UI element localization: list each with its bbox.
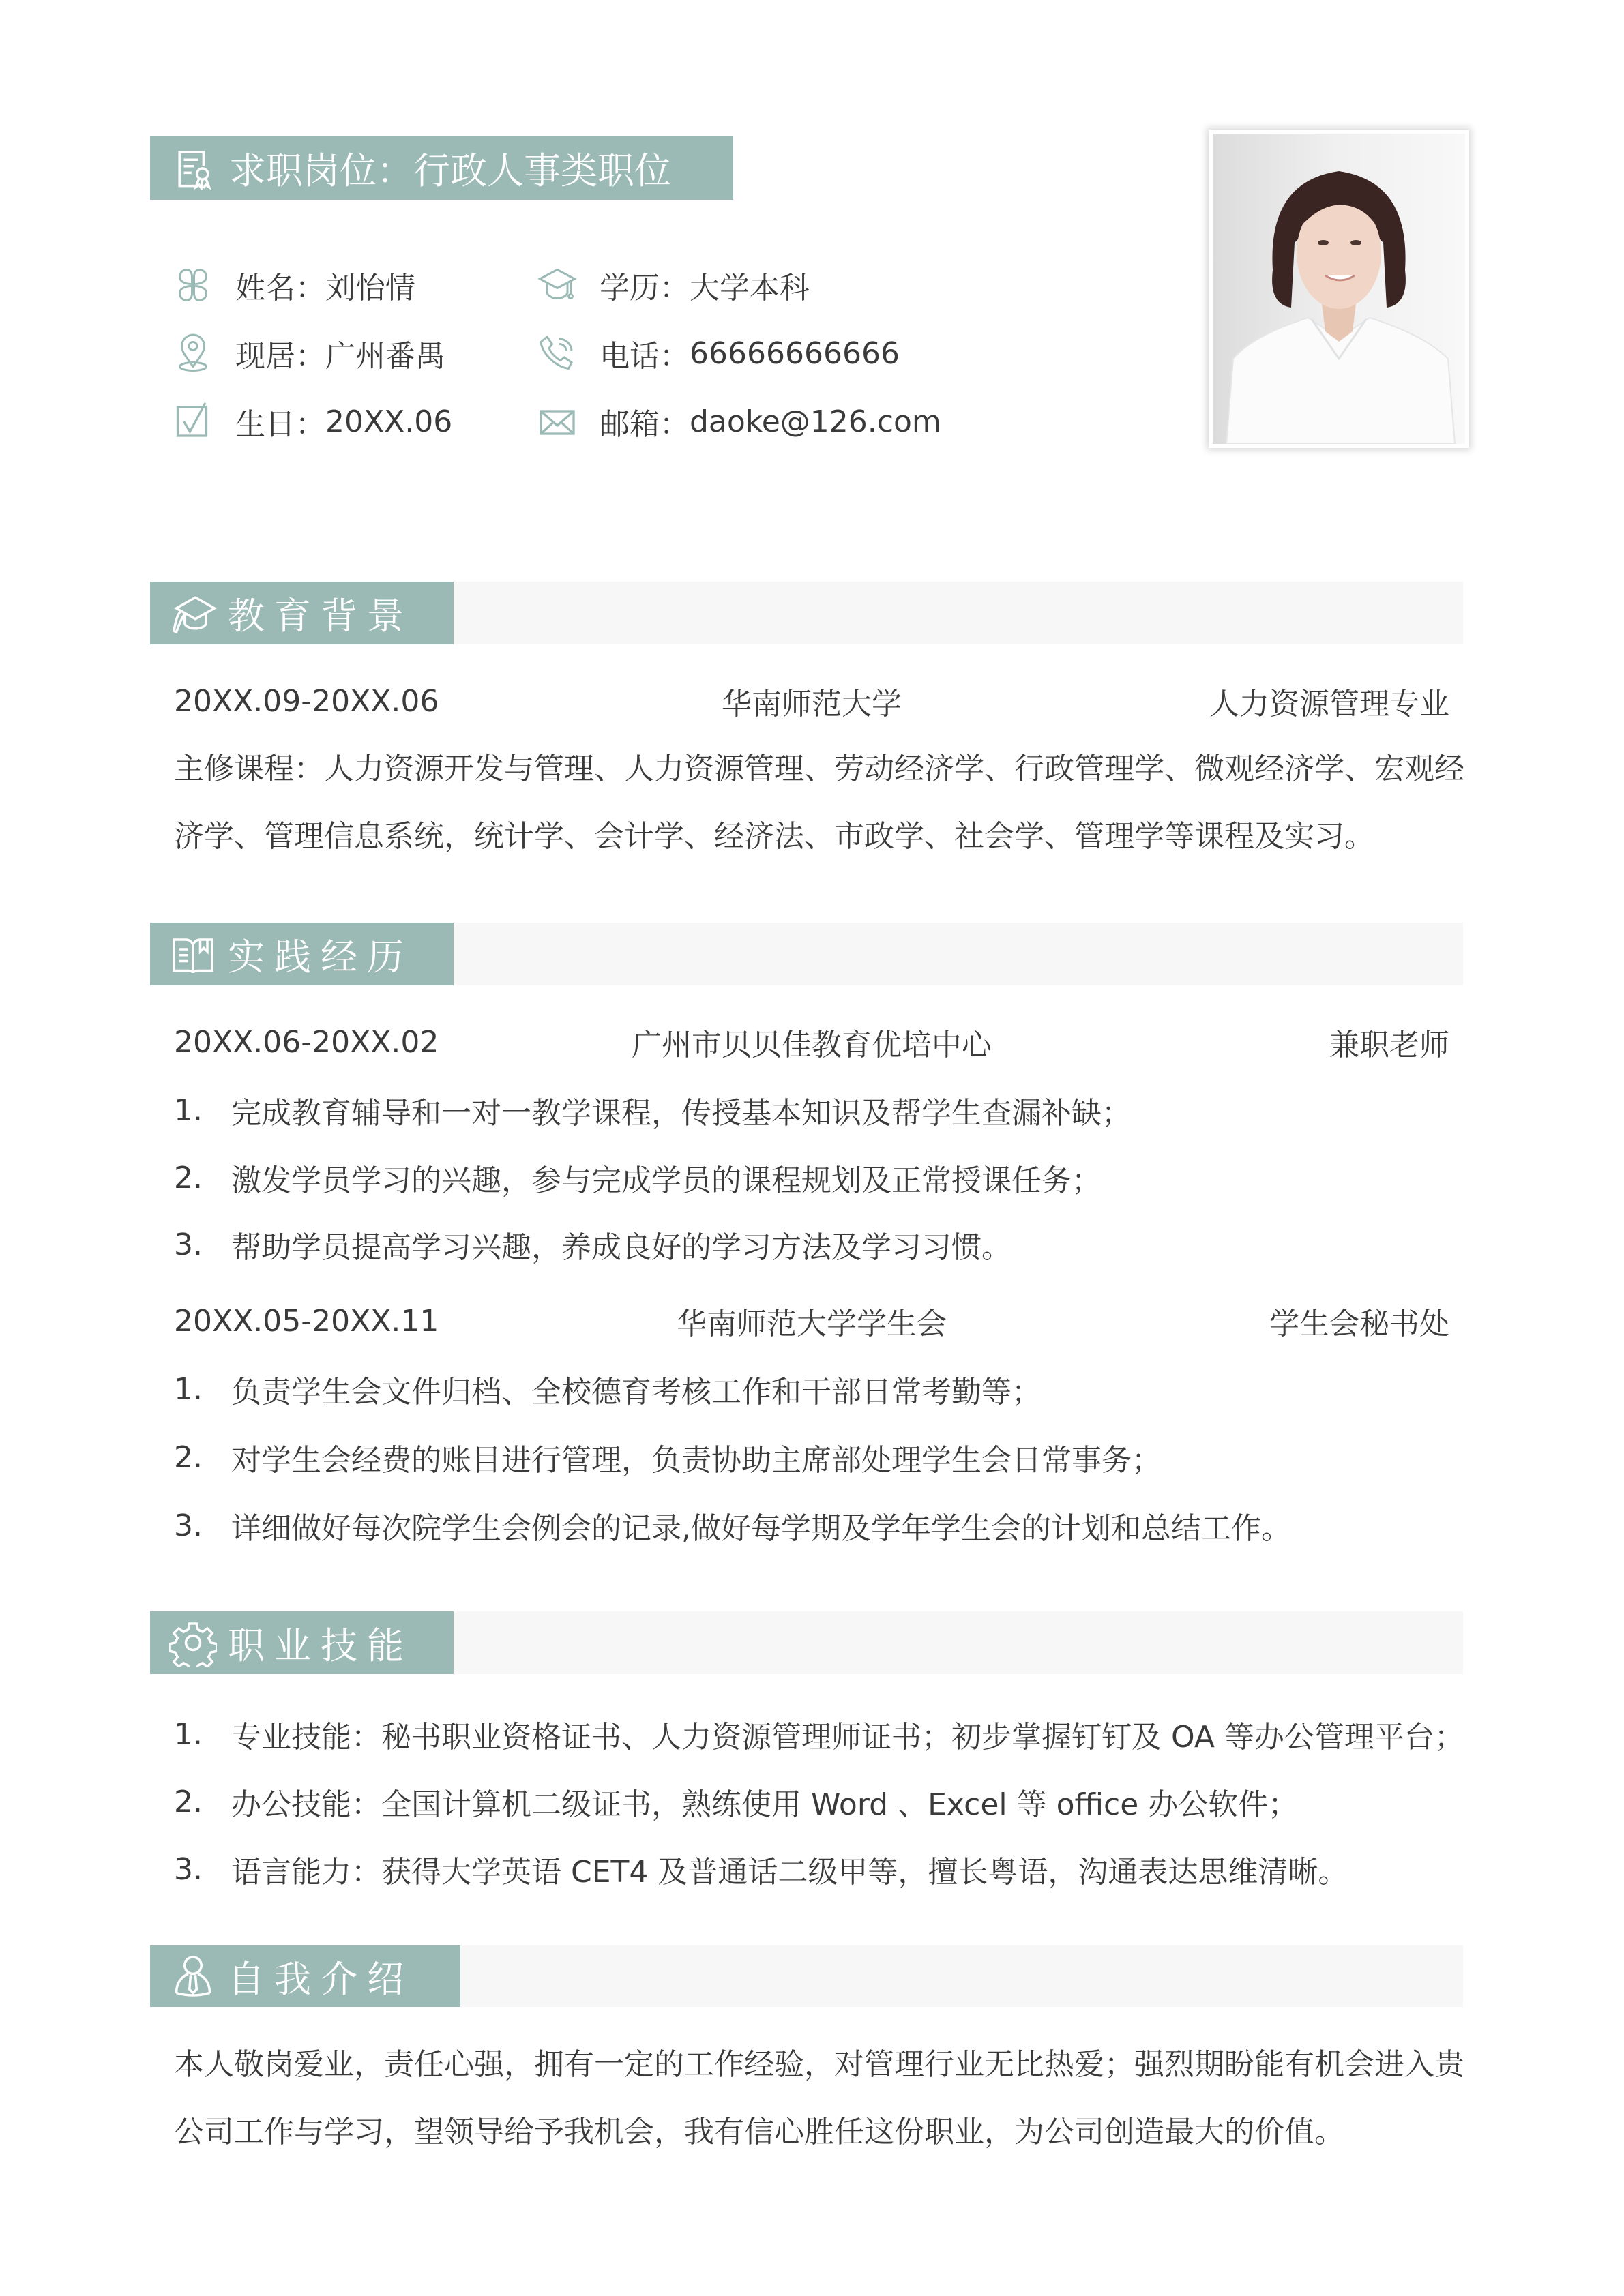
graduation-cap-icon [169,589,217,637]
item-number: 2. [174,1784,203,1819]
envelope-icon [537,401,578,442]
education-major: 人力资源管理专业 [1209,687,1449,721]
section-header-education [150,582,1463,644]
info-value: daoke@126.com [690,404,941,439]
practice-period: 20XX.05-20XX.11 [174,1303,439,1339]
info-label: 生日： [235,407,325,442]
certificate-icon [172,147,216,190]
job-title-bar [150,136,733,200]
info-education [537,261,810,309]
item-number: 1. [174,1716,203,1752]
practice-role: 学生会秘书处 [1269,1307,1449,1341]
section-header-practice [150,923,1463,985]
info-phone [537,329,900,377]
info-label: 现居： [235,339,325,374]
education-courses: 主修课程：人力资源开发与管理、人力资源管理、劳动经济学、行政管理学、微观经济学、宏观经济学、管理信息系统，统计学、会计学、经济法、市政学、社会学、管理学等课程及实习。 [174,751,1464,854]
item-text: 专业技能：秘书职业资格证书、人力资源管理师证书；初步掌握钉钉及 OA 等办公管理平台； [231,1720,1464,1755]
info-name [173,261,415,309]
practice-item [174,1365,1042,1413]
open-book-icon [169,930,217,978]
info-value: 刘怡情 [325,271,415,305]
item-text: 负责学生会文件归档、全校德育考核工作和干部日常考勤等； [231,1375,1042,1410]
section-title: 职业技能 [228,1624,413,1667]
skill-item [174,1710,1464,1758]
practice-period: 20XX.06-20XX.02 [174,1024,439,1060]
info-value: 66666666666 [690,336,900,371]
job-title: 求职岗位：行政人事类职位 [229,149,671,192]
clover-icon [173,265,213,305]
info-label: 学历： [600,271,690,305]
phone-icon [537,333,578,374]
info-location [173,329,445,377]
education-row [174,677,1449,725]
item-text: 语言能力：获得大学英语 CET4 及普通话二级甲等，擅长粤语，沟通表达思维清晰。 [231,1855,1348,1890]
practice-org: 广州市贝贝佳教育优培中心 [631,1028,992,1062]
info-label: 电话： [600,339,690,374]
item-number: 3. [174,1851,203,1887]
item-number: 1. [174,1371,203,1407]
self-intro-text: 本人敬岗爱业，责任心强，拥有一定的工作经验，对管理行业无比热爱；强烈期盼能有机会进入贵公司工作与学习，望领导给予我机会，我有信心胜任这份职业，为公司创造最大的价值。 [174,2047,1464,2149]
person-tie-icon [169,1952,217,2000]
info-value: 大学本科 [690,271,810,305]
item-text: 帮助学员提高学习兴趣，养成良好的学习方法及学习习惯。 [231,1230,1012,1265]
info-label: 姓名： [235,271,325,305]
section-title: 教育背景 [228,594,413,638]
info-birthday [173,398,452,445]
section-title: 自我介绍 [228,1957,413,2001]
practice-entry-header [174,1018,1449,1066]
practice-entry-header [174,1297,1449,1345]
info-email [537,398,941,445]
item-text: 激发学员学习的兴趣，参与完成学员的课程规划及正常授课任务； [231,1163,1102,1198]
item-number: 3. [174,1227,203,1262]
item-text: 办公技能：全国计算机二级证书，熟练使用 Word 、Excel 等 office 办公软件； [231,1787,1299,1822]
item-number: 2. [174,1440,203,1475]
education-school: 华南师范大学 [721,687,902,721]
info-value: 20XX.06 [325,404,453,439]
checkbox-icon [173,401,213,442]
portrait-image [1213,134,1465,444]
section-header-skills [150,1611,1463,1674]
section-title: 实践经历 [228,935,413,979]
section-header-self-intro [150,1945,1463,2007]
graduation-cap-icon [537,265,578,305]
item-number: 1. [174,1092,203,1128]
item-text: 详细做好每次院学生会例会的记录,做好每学期及学年学生会的计划和总结工作。 [231,1511,1291,1546]
practice-org: 华南师范大学学生会 [676,1307,947,1341]
item-number: 3. [174,1508,203,1543]
info-label: 邮箱： [600,407,690,442]
item-text: 对学生会经费的账目进行管理，负责协助主席部处理学生会日常事务； [231,1443,1162,1478]
gear-icon [169,1619,217,1667]
skill-item [174,1778,1298,1825]
practice-item [174,1086,1132,1134]
item-number: 2. [174,1160,203,1195]
practice-item [174,1221,1012,1268]
practice-item [174,1433,1162,1481]
location-pin-icon [173,333,213,374]
practice-role: 兼职老师 [1329,1028,1449,1062]
practice-item [174,1154,1102,1202]
info-value: 广州番禺 [325,339,445,374]
practice-item [174,1502,1291,1549]
profile-photo [1209,130,1469,448]
education-period: 20XX.09-20XX.06 [174,683,439,719]
item-text: 完成教育辅导和一对一教学课程，传授基本知识及帮学生查漏补缺； [231,1096,1132,1131]
skill-item [174,1845,1348,1893]
